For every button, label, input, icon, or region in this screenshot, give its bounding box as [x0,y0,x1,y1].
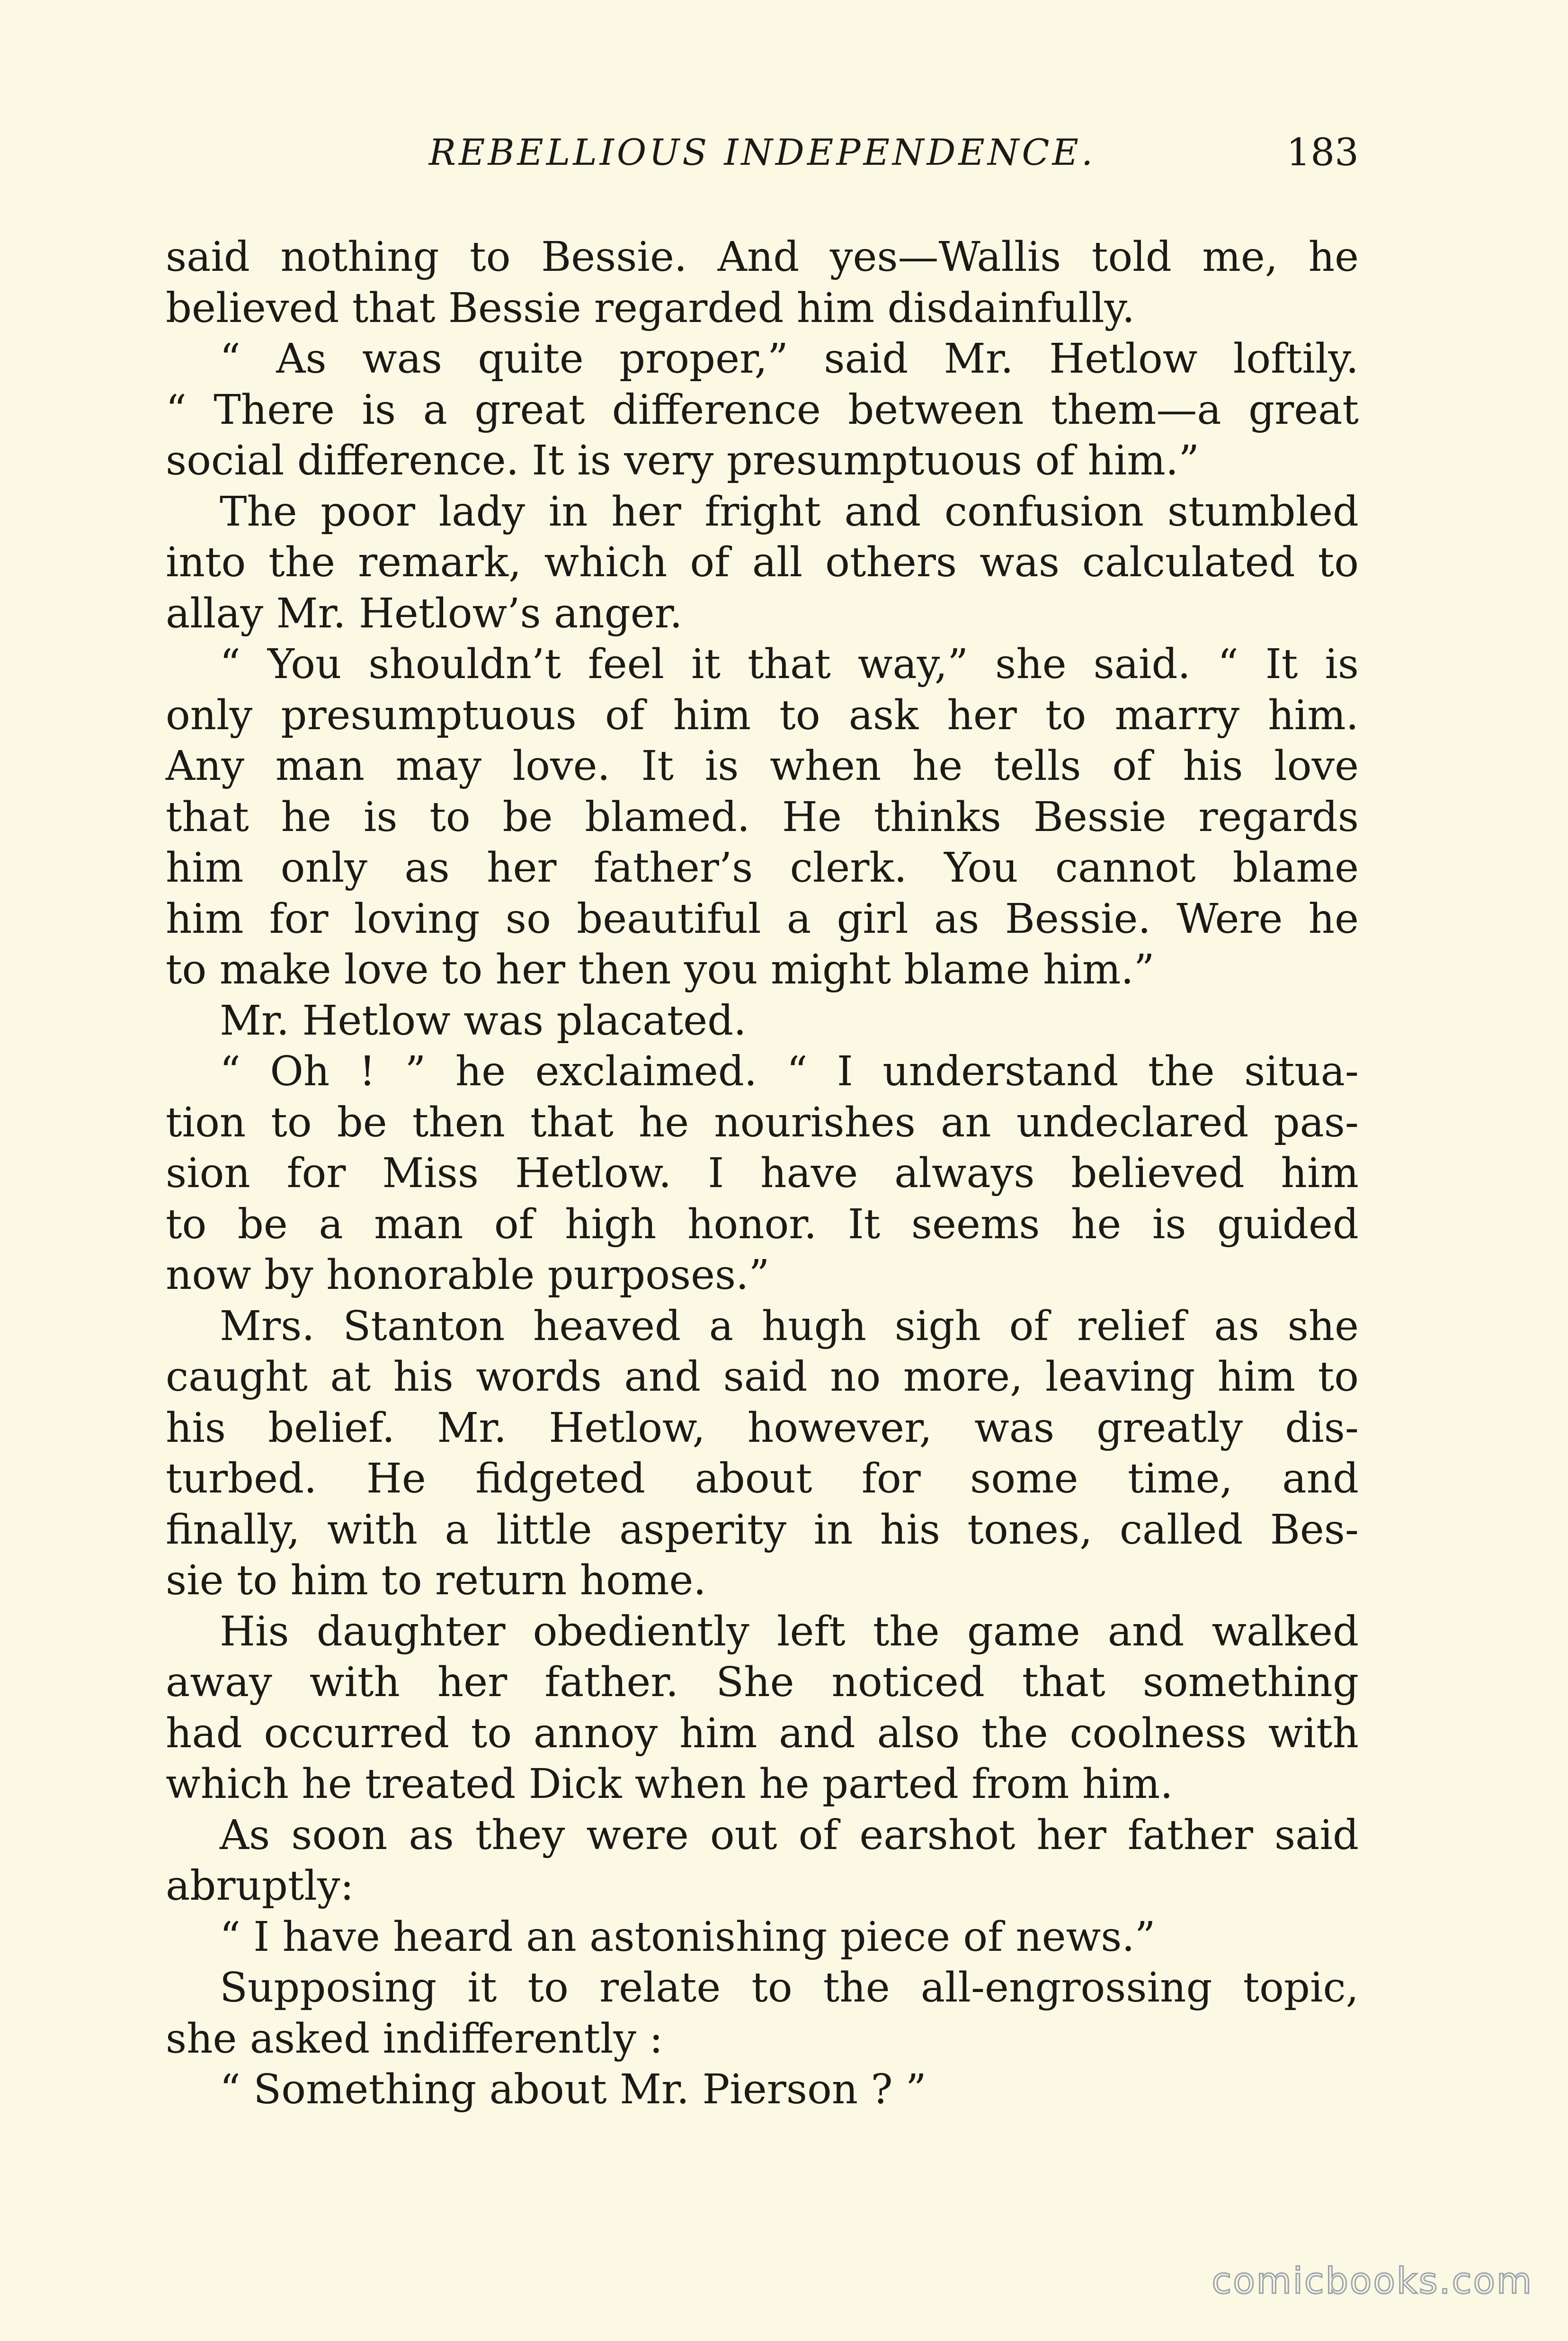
text-line: turbed. He fidgeted about for some time, and [166,1455,1359,1502]
text-line: “ There is a great difference between them—a great [166,386,1359,434]
running-title: REBELLIOUS INDEPENDENCE. [428,131,1096,173]
text-line: caught at his words and said no more, leaving him to [166,1353,1359,1401]
text-line: sie to him to return home. [166,1557,706,1604]
body-text [166,232,1359,2116]
text-line: “ I have heard an astonishing piece of news.” [220,1913,1156,1961]
text-line: Any man may love. It is when he tells of his love [166,742,1359,790]
text-line: “ You shouldn’t feel it that way,” she said. “ It is [220,641,1359,688]
text-line: his belief. Mr. Hetlow, however, was greatly dis- [166,1404,1359,1452]
text-line: “ As was quite proper,” said Mr. Hetlow loftily. [220,335,1359,383]
text-line: The poor lady in her fright and confusion stumbled [220,488,1359,536]
text-line: now by honorable purposes.” [166,1251,770,1299]
text-line: said nothing to Bessie. And yes—Wallis told me, he [166,233,1359,281]
text-line: tion to be then that he nourishes an undeclared pas- [166,1099,1359,1146]
text-line: social difference. It is very presumptuous of him.” [166,437,1200,484]
text-line: sion for Miss Hetlow. I have always believed him [166,1150,1359,1197]
text-line: “ Oh ! ” he exclaimed. “ I understand the situa- [220,1048,1359,1095]
text-line: which he treated Dick when he parted from him. [166,1760,1173,1808]
text-line: away with her father. She noticed that something [166,1659,1359,1706]
text-line: only presumptuous of him to ask her to marry him. [166,691,1359,739]
text-line: Mr. Hetlow was placated. [220,997,747,1045]
page-number: 183 [1286,130,1359,174]
text-line: believed that Bessie regarded him disdainfully. [166,284,1135,332]
text-line: Supposing it to relate to the all-engrossing topic, [220,1964,1359,2011]
text-line: abruptly: [166,1862,354,1910]
page-header [166,124,1359,181]
text-line: into the remark, which of all others was calculated to [166,539,1359,586]
text-line: As soon as they were out of earshot her father said [220,1811,1359,1859]
text-line: him only as her father’s clerk. You cannot blame [166,844,1359,892]
text-line: had occurred to annoy him and also the coolness with [166,1709,1359,1757]
text-line: she asked indifferently : [166,2015,663,2063]
text-line: Mrs. Stanton heaved a hugh sigh of relief as she [220,1302,1359,1350]
watermark: comicbooks.com [1212,2260,1533,2302]
text-line: to make love to her then you might blame him.” [166,946,1155,993]
text-line: to be a man of high honor. It seems he is guided [166,1200,1359,1248]
text-line: “ Something about Mr. Pierson ? ” [220,2066,927,2113]
text-line: him for loving so beautiful a girl as Bessie. Were he [166,895,1359,943]
text-line: that he is to be blamed. He thinks Bessie regards [166,793,1359,841]
text-line: His daughter obediently left the game and walked [220,1608,1359,1655]
text-line: finally, with a little asperity in his tones, called Bes- [166,1506,1359,1554]
text-line: allay Mr. Hetlow’s anger. [166,590,683,637]
